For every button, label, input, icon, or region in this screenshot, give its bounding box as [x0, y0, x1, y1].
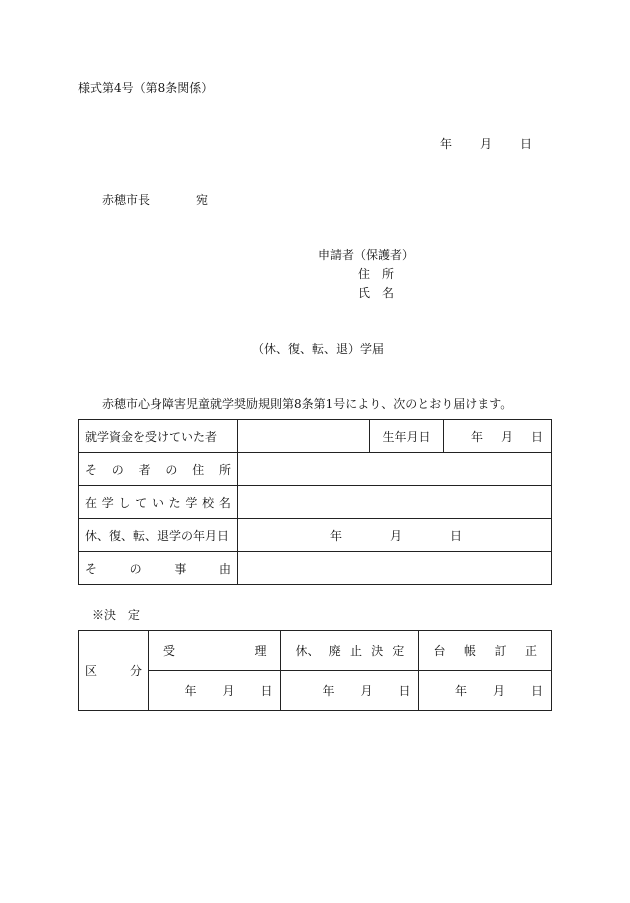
- birthdate-field[interactable]: 年 月 日: [444, 420, 552, 453]
- receipt-label: 受 理: [149, 631, 281, 671]
- change-date-label: 休、復、転、退学の年月日: [79, 519, 238, 552]
- intro-text: 赤穂市心身障害児童就学奨励規則第8条第1号により、次のとおり届けます。: [102, 397, 513, 411]
- ledger-correction-label: 台 帳 訂 正: [419, 631, 552, 671]
- address-label: 住 所: [358, 267, 395, 281]
- school-row-label: 在 学 し て い た 学 校 名: [79, 486, 238, 519]
- submission-date: [440, 138, 532, 150]
- suspension-decision-date[interactable]: 年 月 日: [281, 671, 419, 711]
- date-year: 年: [440, 137, 453, 151]
- reason-field[interactable]: [238, 552, 552, 585]
- change-date-field[interactable]: 年 月 日: [238, 519, 552, 552]
- table-row: [79, 552, 552, 585]
- recipient-label: 就学資金を受けていた者: [79, 420, 238, 453]
- applicant-label: 申請者（保護者）: [318, 248, 415, 262]
- table-row: [79, 519, 552, 552]
- date-day: 日: [520, 137, 533, 151]
- address-field[interactable]: [238, 453, 552, 486]
- date-month: 月: [480, 137, 493, 151]
- school-field[interactable]: [238, 486, 552, 519]
- suspension-decision-label: 休、 廃 止 決 定: [281, 631, 419, 671]
- addressee-suffix: 宛: [196, 193, 209, 207]
- addressee: [102, 194, 208, 206]
- decision-heading: ※決 定: [92, 608, 141, 622]
- form-number: 様式第4号（第8条関係）: [78, 81, 214, 95]
- document-title: （休、復、転、退）学届: [252, 342, 385, 356]
- decision-table: [78, 630, 552, 711]
- address-row-label: そ の 者 の 住 所: [79, 453, 238, 486]
- table-row: [79, 631, 552, 671]
- reason-row-label: そ の 事 由: [79, 552, 238, 585]
- table-row: [79, 420, 552, 453]
- category-label: 区 分: [79, 631, 149, 711]
- addressee-city: 赤穂市長: [102, 193, 151, 207]
- table-row: [79, 453, 552, 486]
- recipient-field[interactable]: [238, 420, 370, 453]
- table-row: [79, 486, 552, 519]
- main-table: [78, 419, 552, 585]
- ledger-correction-date[interactable]: 年 月 日: [419, 671, 552, 711]
- name-label: 氏 名: [358, 286, 395, 300]
- receipt-date[interactable]: 年 月 日: [149, 671, 281, 711]
- birthdate-label: 生年月日: [370, 420, 444, 453]
- table-row: [79, 671, 552, 711]
